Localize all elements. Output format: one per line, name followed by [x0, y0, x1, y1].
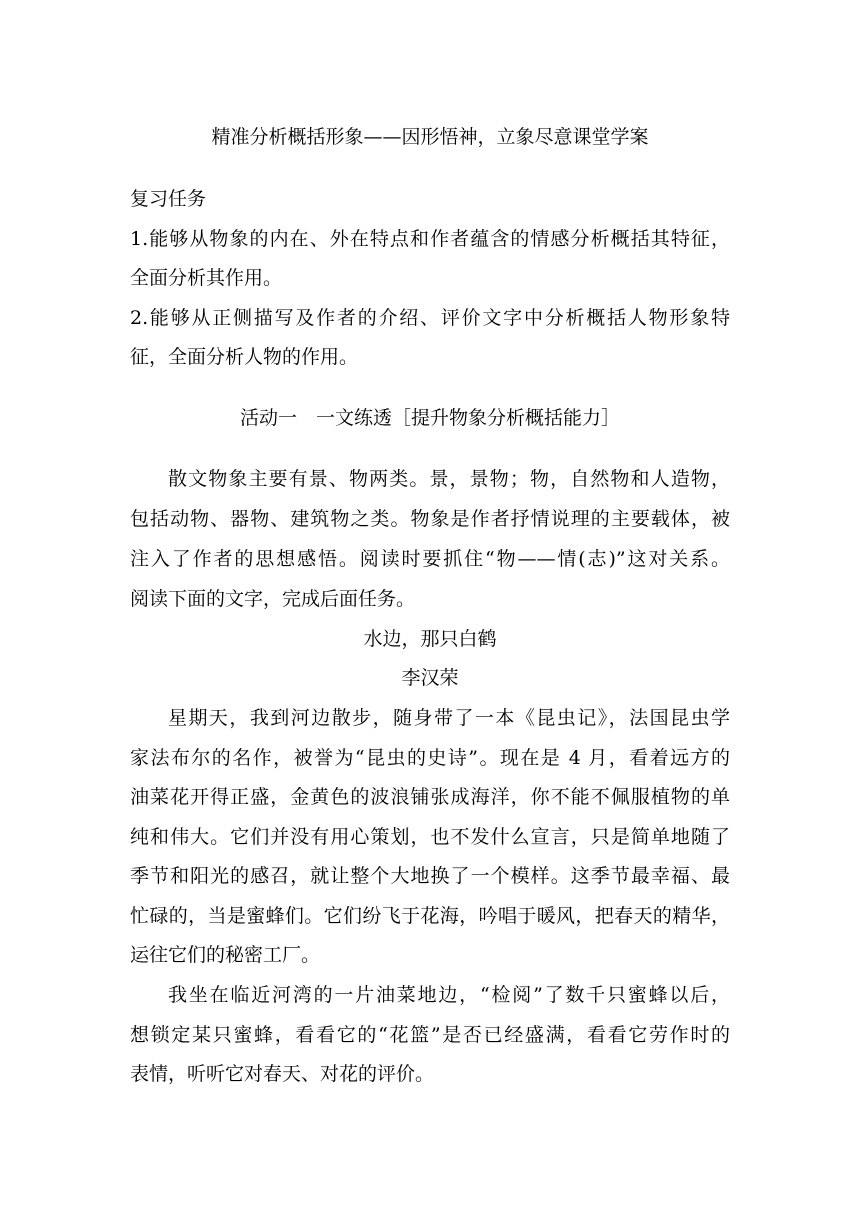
review-heading: 复习任务: [130, 188, 207, 210]
document-title: 精准分析概括形象——因形悟神，立象尽意课堂学案: [211, 126, 649, 148]
paragraph-line: 星期天，我到河边散步，随身带了一本《昆虫记》，法国昆虫学: [168, 707, 730, 729]
activity-heading: 活动一 一文练透［提升物象分析概括能力］: [239, 407, 620, 429]
paragraph-line: 表情，听听它对春天、对花的评价。: [130, 1063, 435, 1085]
intro-line: 注入了作者的思想感悟。阅读时要抓住“物——情(志)”这对关系。: [130, 548, 730, 570]
paragraph-line: 忙碌的，当是蜜蜂们。它们纷飞于花海，吟唱于暖风，把春天的精华，: [130, 905, 730, 927]
essay-author: 李汉荣: [401, 667, 459, 689]
review-item-1-line-2: 全面分析其作用。: [130, 267, 283, 289]
paragraph-line: 纯和伟大。它们并没有用心策划，也不发什么宣言，只是简单地随了: [130, 826, 730, 848]
paragraph-line: 家法布尔的名作，被誉为“昆虫的史诗”。现在是 4 月，看着远方的: [130, 747, 730, 769]
paragraph-line: 油菜花开得正盛，金黄色的波浪铺张成海洋，你不能不佩服植物的单: [130, 786, 730, 808]
intro-line: 散文物象主要有景、物两类。景，景物；物，自然物和人造物，: [168, 468, 730, 490]
essay-title: 水边，那只白鹤: [363, 628, 497, 650]
paragraph-line: 季节和阳光的感召，就让整个大地换了一个模样。这季节最幸福、最: [130, 865, 730, 887]
review-item-1-line-1: 1.能够从物象的内在、外在特点和作者蕴含的情感分析概括其特征，: [130, 228, 730, 250]
intro-line: 包括动物、器物、建筑物之类。物象是作者抒情说理的主要载体，被: [130, 508, 730, 530]
paragraph-line: 我坐在临近河湾的一片油菜地边，“检阅”了数千只蜜蜂以后，: [168, 984, 730, 1006]
paragraph-line: 想锁定某只蜜蜂，看看它的“花篮”是否已经盛满，看看它劳作时的: [130, 1024, 730, 1046]
paragraph-line: 运往它们的秘密工厂。: [130, 944, 321, 966]
review-item-2-line-1: 2.能够从正侧描写及作者的介绍、评价文字中分析概括人物形象特: [130, 307, 730, 329]
intro-line: 阅读下面的文字，完成后面任务。: [130, 588, 416, 610]
review-item-2-line-2: 征，全面分析人物的作用。: [130, 346, 359, 368]
